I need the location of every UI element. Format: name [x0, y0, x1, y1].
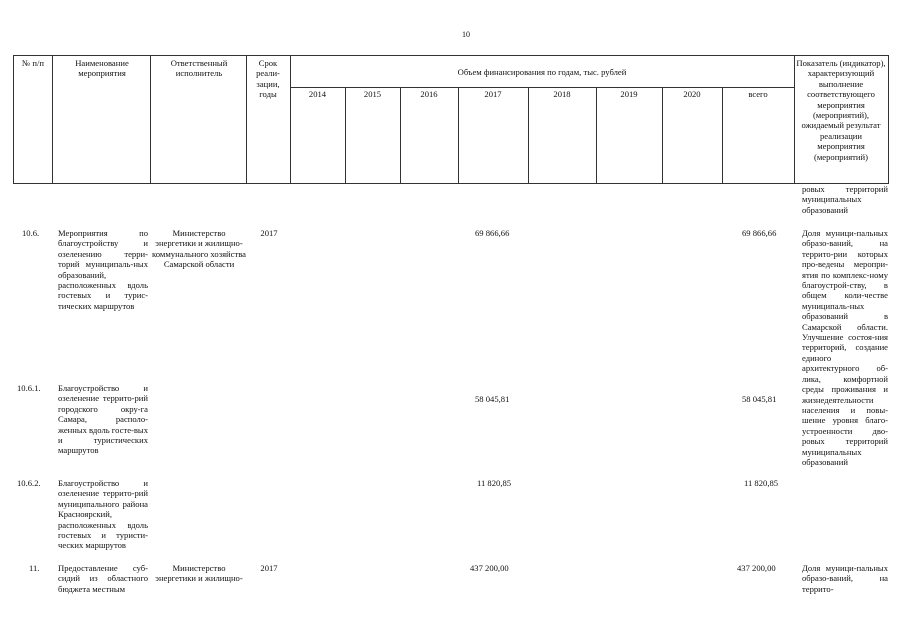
- year-2017: 2017: [484, 89, 502, 99]
- header-indicator: Показатель (индикатор), характеризующий выполнение соответствующего мероприятия (мероприятий), ожидаемый результат реализации мероприятия (мероприятий): [796, 58, 886, 162]
- row-value-total: 437 200,00: [737, 563, 776, 573]
- row-value-total: 58 045,81: [742, 394, 777, 404]
- row-value-2017: 11 820,85: [477, 478, 512, 488]
- row-num: 10.6.: [22, 228, 40, 238]
- row-value-total: 69 866,66: [742, 228, 777, 238]
- row-executor: Министерство энергетики и жилищно-: [155, 563, 243, 584]
- page-number: 10: [462, 30, 470, 39]
- header-funding: Объем финансирования по годам, тыс. рублей: [457, 67, 627, 77]
- row-name: Мероприятия по благоустройству и озеленению терри-торий муниципаль-ных образований, расположенных вдоль гостевых и турис-тических маршрутов: [58, 228, 148, 311]
- year-total: всего: [748, 89, 768, 99]
- year-2020: 2020: [683, 89, 701, 99]
- year-2014: 2014: [308, 89, 327, 99]
- row-executor: Министерство энергетики и жилищно-коммунального хозяйства Самарской области: [152, 228, 246, 270]
- carryover-indicator: ровых территорий муниципальных образований: [802, 184, 888, 215]
- row-term: 2017: [260, 563, 278, 573]
- header-term: Срок реали-зации, годы: [256, 58, 280, 100]
- row-num: 10.6.2.: [17, 478, 41, 488]
- row-num: 11.: [29, 563, 40, 573]
- row-name: Благоустройство и озеленение террито-рий городского окру-га Самара, располо-женных вдоль госте-вых и туристических маршрутов: [58, 383, 149, 456]
- row-indicator: Доля муници-пальных образо-ваний, на террито-: [802, 563, 888, 594]
- header-executor: Ответственный исполнитель: [170, 58, 228, 79]
- row-value-total: 11 820,85: [744, 478, 779, 488]
- row-term: 2017: [260, 228, 278, 238]
- year-2015: 2015: [363, 89, 382, 99]
- row-name: Предоставление суб-сидий из областного бюджета местным: [58, 563, 148, 594]
- year-2016: 2016: [420, 89, 438, 99]
- header-num: № п/п: [22, 58, 44, 68]
- row-indicator: Доля муници-пальных образо-ваний, на террито-рии которых про-ведены меропри-ятия по комплекс-ному благоустрой-ству, в общем коли-честве муниципаль-ных образований в Самарской области. Улучшение состоя-ния территорий, создание единого архитектурного об-лика, комфортной среды проживания и жизнедеятельности населения и повы-шение уровня благо-устроенности дво-ровых территорий муниципальных образований: [802, 228, 888, 467]
- header-name: Наименование мероприятия: [75, 58, 129, 79]
- row-value-2017: 437 200,00: [470, 563, 509, 573]
- row-value-2017: 58 045,81: [475, 394, 510, 404]
- row-name: Благоустройство и озеленение террито-рий муниципального района Красноярский, расположенных вдоль гостевых и туристи-ческих маршрутов: [58, 478, 148, 551]
- row-value-2017: 69 866,66: [475, 228, 510, 238]
- year-2018: 2018: [553, 89, 571, 99]
- year-2019: 2019: [620, 89, 638, 99]
- row-num: 10.6.1.: [17, 383, 41, 393]
